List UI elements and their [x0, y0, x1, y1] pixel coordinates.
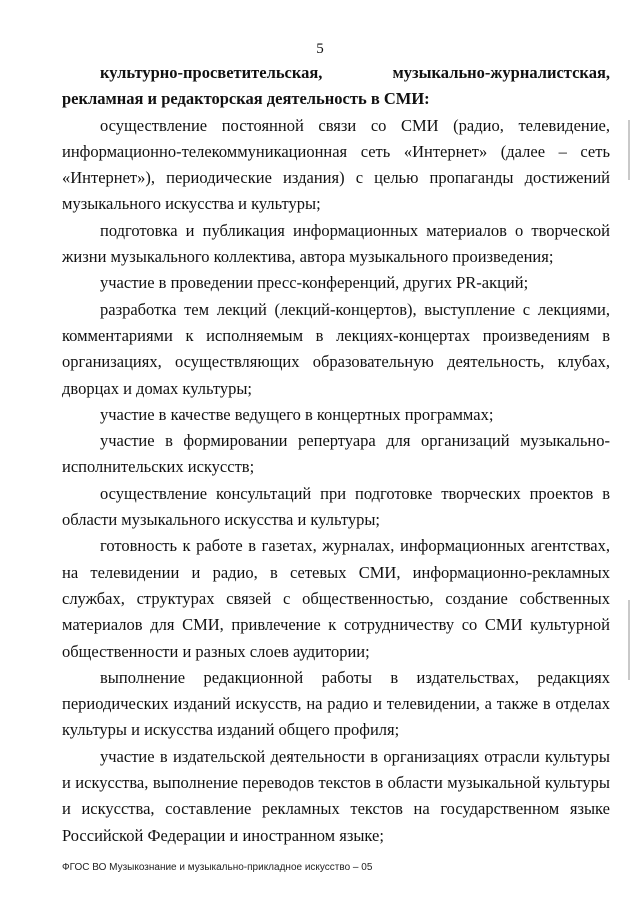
paragraph: осуществление консультаций при подготовке творческих проектов в области музыкального искусства и культуры;	[62, 483, 610, 530]
paragraph: участие в проведении пресс-конференций, других PR-акций;	[100, 273, 529, 293]
paragraph: участие в качестве ведущего в концертных программах;	[100, 404, 494, 424]
page-number: 5	[316, 41, 324, 57]
paragraph: разработка тем лекций (лекций-концертов), выступление с лекциями, комментариями к исполняемым в лекциях-концертах произведениям в организациях, осуществляющих образовательную деятельность, клубах, дворцах и домах культуры;	[62, 299, 610, 398]
paragraph: выполнение редакционной работы в издательствах, редакциях периодических изданий искусств, на радио и телевидении, а также в отделах культуры и искусства изданий общего профиля;	[62, 667, 610, 740]
paragraph: готовность к работе в газетах, журналах, информационных агентствах, на телевидении и радио, в сетевых СМИ, информационно-рекламных службах, структурах связей с общественностью, создание собственных материалов для СМИ, привлечение к сотрудничеству со СМИ культурной общественности и разных слоев аудитории;	[62, 536, 610, 661]
scan-edge-mark	[628, 120, 630, 180]
paragraph: подготовка и публикация информационных материалов о творческой жизни музыкального коллектива, автора музыкального произведения;	[62, 220, 610, 267]
scan-edge-mark	[628, 600, 630, 680]
paragraph: осуществление постоянной связи со СМИ (радио, телевидение, информационно-телекоммуникационная сеть «Интернет» (далее – сеть «Интернет»), периодические издания) с целью пропаганды достижений музыкального искусства и культуры;	[62, 115, 610, 214]
paragraph: участие в формировании репертуара для организаций музыкально-исполнительских искусств;	[62, 431, 610, 477]
section-heading: культурно-просветительская, музыкально-журналистская, рекламная и редакторская деятельность в СМИ:	[62, 63, 610, 109]
paragraph: участие в издательской деятельности в организациях отрасли культуры и искусства, выполнение переводов текстов в области музыкальной культуры и искусства, составление рекламных текстов на государственном языке Российской Федерации и иностранном языке;	[62, 746, 610, 845]
page-footer: ФГОС ВО Музыкознание и музыкально-прикладное искусство – 05	[62, 862, 373, 873]
document-body	[62, 60, 610, 849]
